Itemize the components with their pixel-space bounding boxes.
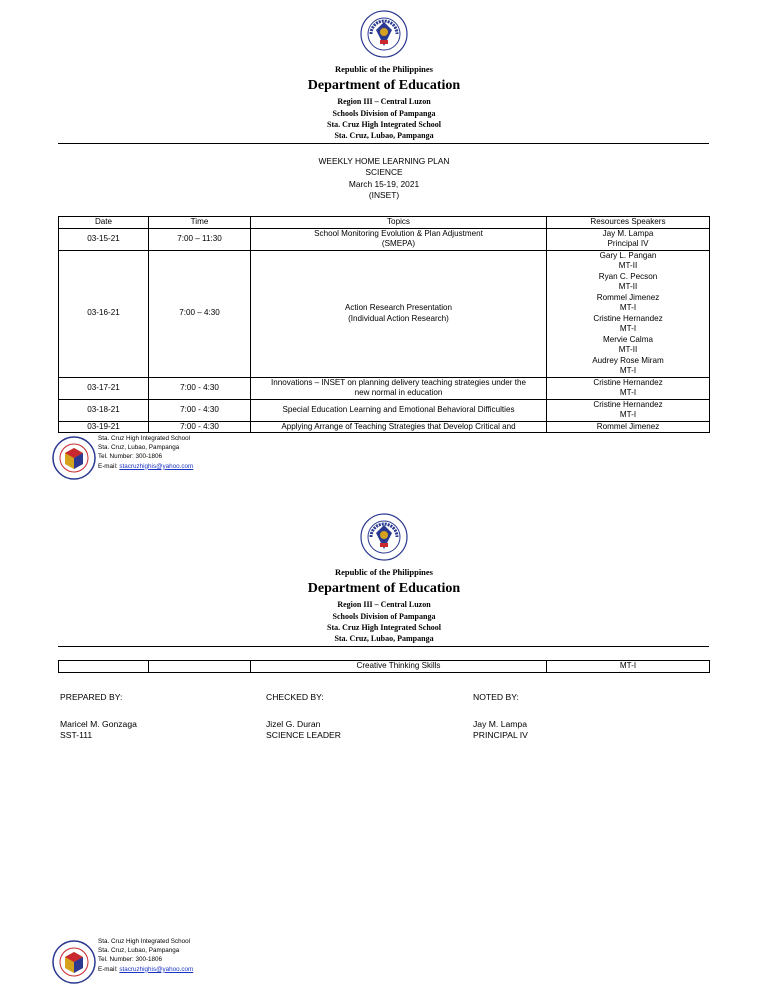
- row-time: 7:00 - 4:30: [149, 377, 251, 399]
- row-time: 7:00 – 11:30: [149, 228, 251, 250]
- footer-contact: [98, 937, 193, 974]
- topic-line: Special Education Learning and Emotional Behavioral Difficulties: [282, 404, 515, 414]
- row-time: 7:00 - 4:30: [149, 399, 251, 421]
- republic-line: Republic of the Philippines: [334, 64, 433, 74]
- header-divider: [58, 143, 709, 144]
- school-badge-icon: [52, 940, 96, 984]
- signatory-role: CHECKED BY:: [266, 692, 324, 702]
- header-time: Time: [149, 217, 251, 229]
- plan-dates: March 15-19, 2021: [348, 179, 420, 189]
- row-speakers: MT-I: [547, 661, 710, 673]
- speaker-name: Cristine Hernandez: [593, 313, 663, 323]
- department-title: Department of Education: [307, 78, 461, 93]
- school-line: Sta. Cruz High Integrated School: [327, 120, 441, 129]
- speaker-title: MT-I: [619, 410, 637, 419]
- speaker-title: MT-I: [619, 303, 637, 312]
- plan-title: WEEKLY HOME LEARNING PLAN: [318, 156, 450, 166]
- division-line: Schools Division of Pampanga: [332, 612, 436, 621]
- speaker-name: Cristine Hernandez: [593, 399, 663, 409]
- topic-line: Action Research Presentation: [344, 303, 453, 312]
- signatory-name: Jizel G. Duran: [266, 719, 321, 729]
- header-date: Date: [59, 217, 149, 229]
- speaker-name: Cristine Hernandez: [593, 377, 663, 387]
- address-line: Sta. Cruz, Lubao, Pampanga: [334, 634, 434, 643]
- row-speakers: [547, 421, 710, 433]
- topic-line: School Monitoring Evolution & Plan Adjustment: [314, 228, 483, 238]
- footer-contact: [98, 434, 193, 471]
- republic-line: Republic of the Philippines: [334, 567, 433, 577]
- speaker-name: Mervie Calma: [603, 334, 653, 344]
- signatory-checked: [266, 692, 341, 741]
- signatory-role: NOTED BY:: [473, 692, 519, 702]
- row-speakers: [547, 250, 710, 377]
- row-time: [149, 661, 251, 673]
- footer-email-line: [98, 462, 193, 471]
- speaker-name: Jay M. Lampa: [602, 228, 654, 238]
- row-date: 03-17-21: [59, 377, 149, 399]
- plan-subject: SCIENCE: [365, 167, 403, 177]
- row-topic: [251, 399, 547, 421]
- footer-email-link[interactable]: stacruzhighis@yahoo.com: [119, 462, 194, 470]
- footer-email-link[interactable]: stacruzhighis@yahoo.com: [119, 965, 194, 973]
- department-title: Department of Education: [307, 581, 461, 596]
- topic-line: (Individual Action Research): [348, 313, 449, 323]
- schedule-table-continued: [58, 660, 710, 673]
- table-row: [59, 377, 710, 399]
- header-divider: [58, 646, 709, 647]
- table-row: [59, 250, 710, 377]
- division-line: Schools Division of Pampanga: [332, 109, 436, 118]
- speaker-title: MT-II: [618, 345, 638, 354]
- table-row: [59, 399, 710, 421]
- table-row: [59, 228, 710, 250]
- footer-email-line: [98, 965, 193, 974]
- speaker-title: MT-I: [619, 366, 637, 375]
- row-date: 03-15-21: [59, 228, 149, 250]
- speaker-name: Ryan C. Pecson: [598, 271, 658, 281]
- school-line: Sta. Cruz High Integrated School: [327, 623, 441, 632]
- signatory-title: PRINCIPAL IV: [473, 730, 528, 740]
- signatory-noted: [473, 692, 528, 741]
- deped-seal-icon: [360, 10, 408, 58]
- row-speakers: [547, 228, 710, 250]
- footer-address: Sta. Cruz, Lubao, Pampanga: [98, 947, 180, 955]
- signatory-name: Maricel M. Gonzaga: [60, 719, 137, 729]
- speaker-name: Rommel Jimenez: [596, 421, 660, 431]
- topic-line: Applying Arrange of Teaching Strategies that Develop Critical and: [281, 421, 516, 431]
- footer-school: Sta. Cruz High Integrated School: [98, 938, 191, 945]
- speaker-title: MT-I: [619, 324, 637, 333]
- header-speakers: Resources Speakers: [547, 217, 710, 229]
- email-label: E-mail:: [98, 965, 120, 973]
- table-row: [59, 661, 710, 673]
- row-topic: Creative Thinking Skills: [251, 661, 547, 673]
- address-line: Sta. Cruz, Lubao, Pampanga: [334, 131, 434, 140]
- row-topic: [251, 250, 547, 377]
- signatory-title: SCIENCE LEADER: [266, 730, 341, 740]
- row-topic: [251, 228, 547, 250]
- region-line: Region III – Central Luzon: [337, 600, 431, 609]
- schedule-table: [58, 216, 710, 433]
- signatory-role: PREPARED BY:: [60, 692, 123, 702]
- speaker-title: MT-I: [619, 388, 637, 397]
- row-topic: [251, 377, 547, 399]
- header-topics: Topics: [251, 217, 547, 229]
- speaker-title: Principal IV: [607, 239, 649, 248]
- row-date: 03-19-21: [59, 421, 149, 433]
- topic-line: Innovations – INSET on planning delivery teaching strategies under the: [271, 377, 526, 387]
- footer-tel: Tel. Number: 300-1806: [98, 453, 163, 461]
- table-header-row: [59, 217, 710, 229]
- plan-type: (INSET): [368, 190, 400, 200]
- row-date: 03-18-21: [59, 399, 149, 421]
- region-line: Region III – Central Luzon: [337, 97, 431, 106]
- row-time: 7:00 - 4:30: [149, 421, 251, 433]
- row-speakers: [547, 377, 710, 399]
- footer-school: Sta. Cruz High Integrated School: [98, 435, 191, 442]
- email-label: E-mail:: [98, 462, 120, 470]
- row-topic: [251, 421, 547, 433]
- speaker-name: Gary L. Pangan: [599, 250, 657, 260]
- speaker-title: MT-II: [618, 282, 638, 291]
- footer-tel: Tel. Number: 300-1806: [98, 956, 163, 964]
- deped-seal-icon: [360, 513, 408, 561]
- table-row: [59, 421, 710, 433]
- school-badge-icon: [52, 436, 96, 480]
- topic-line: new normal in education: [354, 388, 443, 397]
- row-date: [59, 661, 149, 673]
- row-speakers: [547, 399, 710, 421]
- signatory-name: Jay M. Lampa: [473, 719, 527, 729]
- row-date: 03-16-21: [59, 250, 149, 377]
- footer-address: Sta. Cruz, Lubao, Pampanga: [98, 444, 180, 452]
- speaker-title: MT-II: [618, 261, 638, 270]
- signatory-title: SST-111: [60, 730, 93, 740]
- signatory-prepared: [60, 692, 137, 741]
- topic-line: (SMEPA): [381, 239, 416, 248]
- speaker-name: Rommel Jimenez: [596, 292, 660, 302]
- row-time: 7:00 – 4:30: [149, 250, 251, 377]
- speaker-name: Audrey Rose Miram: [592, 355, 664, 365]
